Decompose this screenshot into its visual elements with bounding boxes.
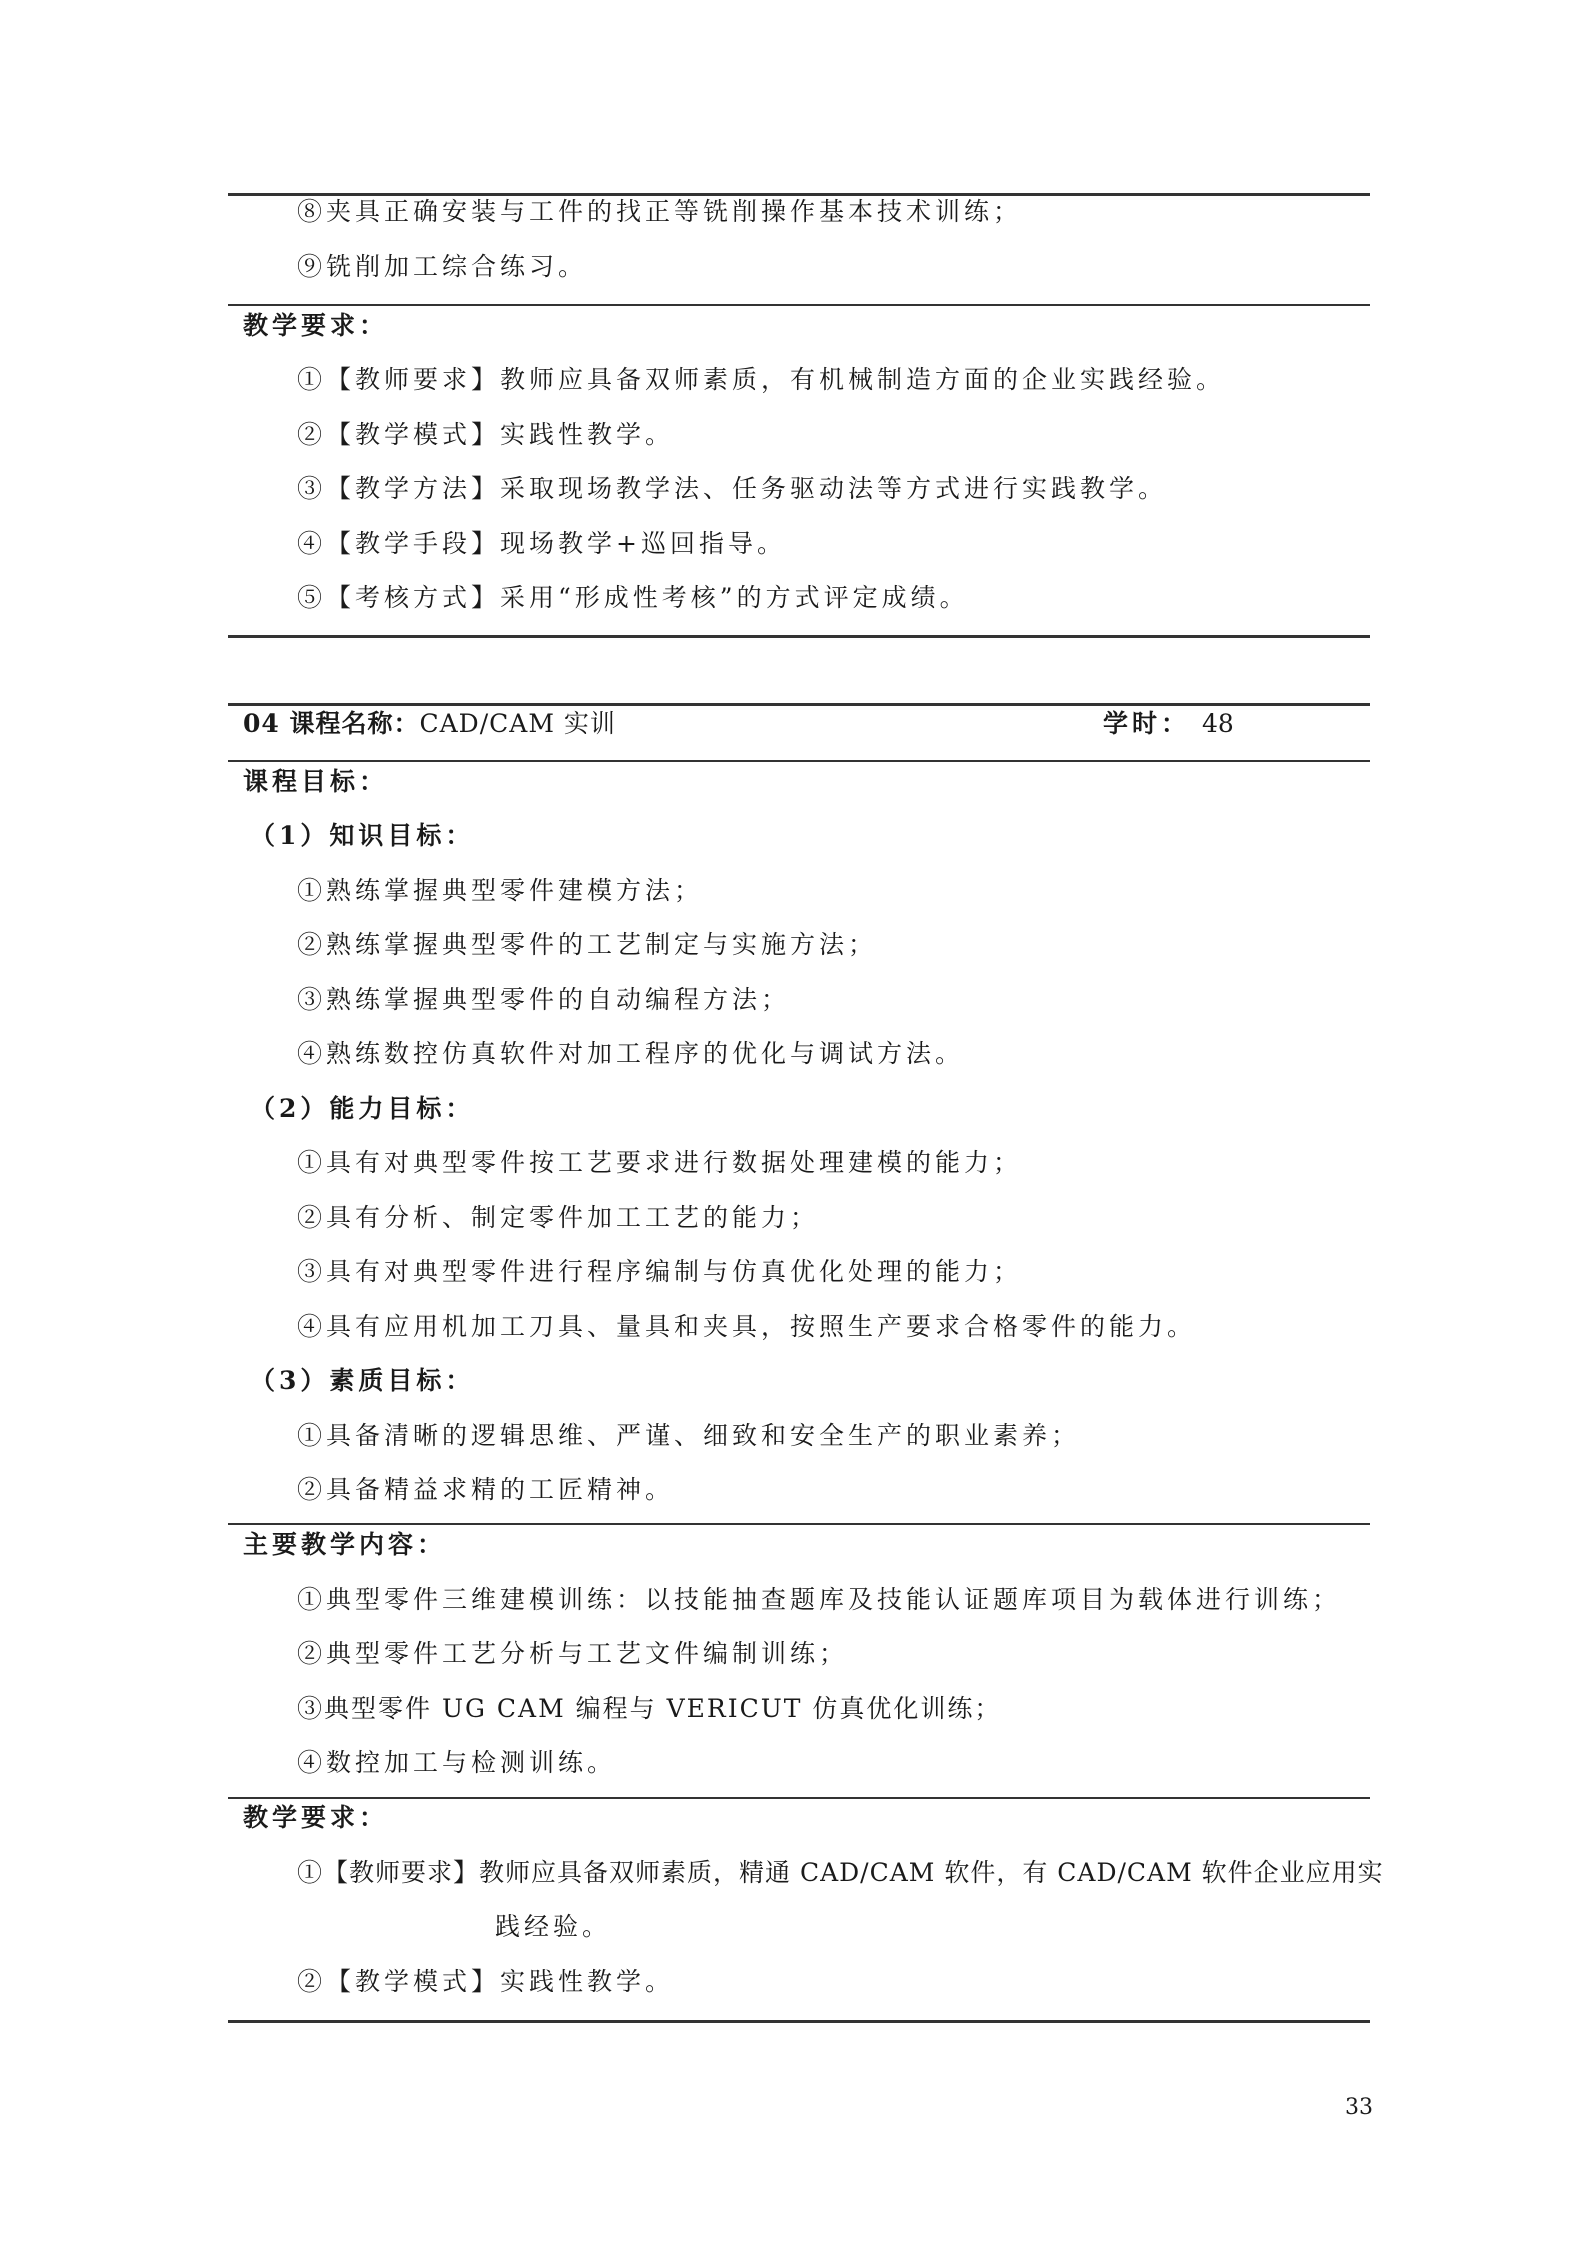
ability-item-4: ④具有应用机加工刀具、量具和夹具，按照生产要求合格零件的能力。	[297, 1312, 1197, 1341]
content-item-9: ⑨铣削加工综合练习。	[297, 252, 588, 281]
requirement-a-5: ⑤【考核方式】采用“形成性考核”的方式评定成绩。	[297, 583, 969, 612]
bottom-rule	[228, 2020, 1370, 2023]
quality-item-2: ②具备精益求精的工匠精神。	[297, 1475, 675, 1504]
content-item-2: ②典型零件工艺分析与工艺文件编制训练；	[297, 1639, 849, 1668]
course-name-value: CAD/CAM 实训	[419, 709, 616, 738]
knowledge-item-2: ②熟练掌握典型零件的工艺制定与实施方法；	[297, 930, 878, 959]
ability-item-1: ①具有对典型零件按工艺要求进行数据处理建模的能力；	[297, 1148, 1023, 1177]
requirement-1-line2: 践经验。	[495, 1912, 612, 1941]
knowledge-item-4: ④熟练数控仿真软件对加工程序的优化与调试方法。	[297, 1039, 965, 1068]
requirement-a-3: ③【教学方法】采取现场教学法、任务驱动法等方式进行实践教学。	[297, 474, 1168, 503]
objectives-heading: 课程目标：	[243, 767, 389, 796]
requirement-2: ②【教学模式】实践性教学。	[297, 1967, 675, 1996]
content-item-4: ④数控加工与检测训练。	[297, 1748, 617, 1777]
quality-heading: （3）素质目标：	[250, 1366, 475, 1395]
content-item-3: ③典型零件 UG CAM 编程与 VERICUT 仿真优化训练；	[297, 1694, 1002, 1723]
ability-item-3: ③具有对典型零件进行程序编制与仿真优化处理的能力；	[297, 1257, 1023, 1286]
course-top-rule	[228, 703, 1370, 706]
course-name-row	[243, 708, 616, 740]
content-item-1: ①典型零件三维建模训练：以技能抽查题库及技能认证题库项目为载体进行训练；	[297, 1585, 1342, 1614]
section-a-bottom-rule	[228, 635, 1370, 638]
course-hours-value: 48	[1202, 709, 1234, 738]
knowledge-item-1: ①熟练掌握典型零件建模方法；	[297, 876, 704, 905]
divider-course	[228, 760, 1370, 762]
course-hours-row	[1103, 708, 1234, 740]
knowledge-item-3: ③熟练掌握典型零件的自动编程方法；	[297, 985, 791, 1014]
requirement-a-4: ④【教学手段】现场教学+巡回指导。	[297, 529, 786, 558]
knowledge-heading: （1）知识目标：	[250, 821, 475, 850]
ability-heading: （2）能力目标：	[250, 1094, 475, 1123]
divider-a	[228, 304, 1370, 306]
course-hours-label: 学时：	[1103, 709, 1191, 738]
divider-objectives	[228, 1523, 1370, 1525]
content-item-8: ⑧夹具正确安装与工件的找正等铣削操作基本技术训练；	[297, 197, 1023, 226]
divider-content	[228, 1797, 1370, 1799]
course-name-label: 04 课程名称：	[243, 709, 420, 738]
content-heading: 主要教学内容：	[243, 1530, 447, 1559]
ability-item-2: ②具有分析、制定零件加工工艺的能力；	[297, 1203, 820, 1232]
teaching-requirements-heading-a: 教学要求：	[243, 311, 389, 340]
requirement-a-2: ②【教学模式】实践性教学。	[297, 420, 675, 449]
requirement-a-1: ①【教师要求】教师应具备双师素质，有机械制造方面的企业实践经验。	[297, 365, 1226, 394]
quality-item-1: ①具备清晰的逻辑思维、严谨、细致和安全生产的职业素养；	[297, 1421, 1081, 1450]
requirement-1-line1: ①【教师要求】教师应具备双师素质，精通 CAD/CAM 软件，有 CAD/CAM 软件企业应用实	[297, 1858, 1384, 1887]
page-number: 33	[1345, 2095, 1373, 2120]
requirements-heading: 教学要求：	[243, 1803, 389, 1832]
